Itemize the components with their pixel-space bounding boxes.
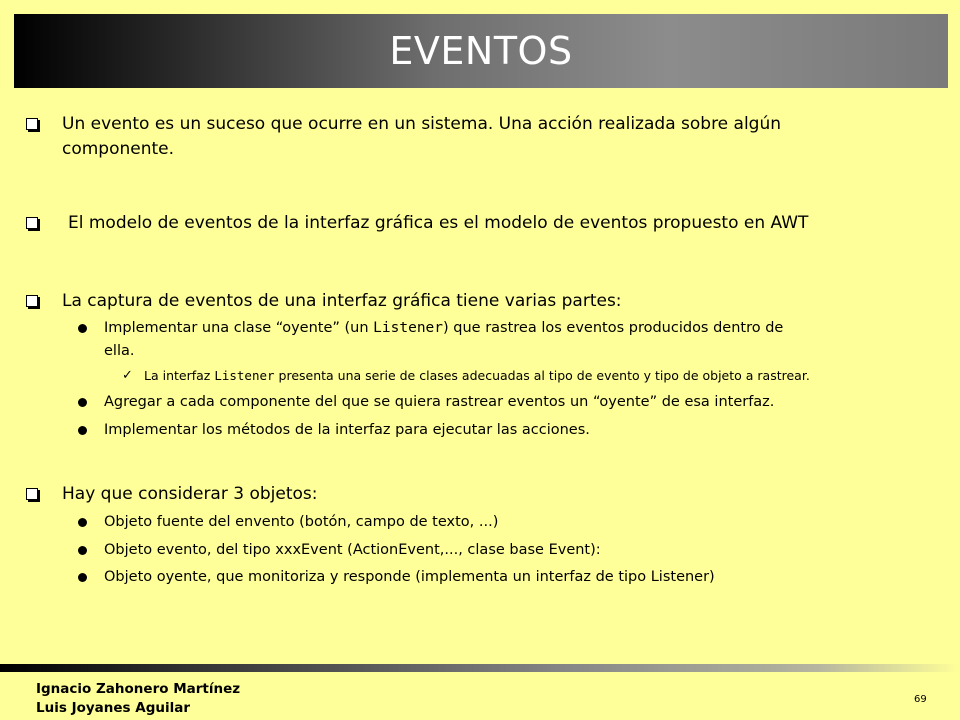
footer-authors	[36, 680, 240, 718]
sub-bullet-text: Implementar los métodos de la interfaz para ejecutar las acciones.	[104, 422, 590, 438]
bullet-text: La captura de eventos de una interfaz gráfica tiene varias partes:	[62, 291, 622, 311]
sub-bullet-text-cont: ella.	[104, 343, 135, 359]
sub-sub-bullet-text: La interfaz Listener presenta una serie de clases adecuadas al tipo de evento y tipo de objeto a rastrear.	[144, 368, 810, 383]
round-bullet-icon	[78, 324, 87, 333]
page-number: 69	[914, 694, 927, 705]
code-text: Listener	[373, 320, 444, 336]
sub-bullet-text: Objeto evento, del tipo xxxEvent (ActionEvent,..., clase base Event):	[104, 542, 601, 558]
square-bullet-icon	[26, 217, 38, 229]
sub-bullet-text: Objeto fuente del envento (botón, campo de texto, ...)	[104, 514, 499, 530]
author-name: Ignacio Zahonero Martínez	[36, 681, 241, 697]
round-bullet-icon	[78, 546, 87, 555]
title-bar	[14, 14, 948, 88]
sub-bullet-text: Agregar a cada componente del que se quiera rastrear eventos un “oyente” de esa interfaz.	[104, 394, 775, 410]
round-bullet-icon	[78, 518, 87, 527]
footer-divider	[0, 664, 960, 672]
square-bullet-icon	[26, 488, 38, 500]
round-bullet-icon	[78, 426, 87, 435]
square-bullet-icon	[26, 118, 38, 130]
slide-title: EVENTOS	[389, 29, 573, 73]
sub-bullet-text: Implementar una clase “oyente” (un Listener) que rastrea los eventos producidos dentro de	[104, 320, 784, 336]
bullet-text-cont: componente.	[62, 139, 175, 159]
author-name: Luis Joyanes Aguilar	[36, 700, 191, 716]
code-text: Listener	[214, 368, 275, 383]
bullet-text: Hay que considerar 3 objetos:	[62, 484, 318, 504]
bullet-text: Un evento es un suceso que ocurre en un sistema. Una acción realizada sobre algún	[62, 114, 782, 134]
bullet-text: El modelo de eventos de la interfaz gráfica es el modelo de eventos propuesto en AWT	[68, 213, 809, 233]
square-bullet-icon	[26, 295, 38, 307]
checkmark-icon: ✓	[122, 368, 133, 383]
sub-bullet-text: Objeto oyente, que monitoriza y responde (implementa un interfaz de tipo Listener)	[104, 569, 715, 585]
round-bullet-icon	[78, 398, 87, 407]
round-bullet-icon	[78, 573, 87, 582]
